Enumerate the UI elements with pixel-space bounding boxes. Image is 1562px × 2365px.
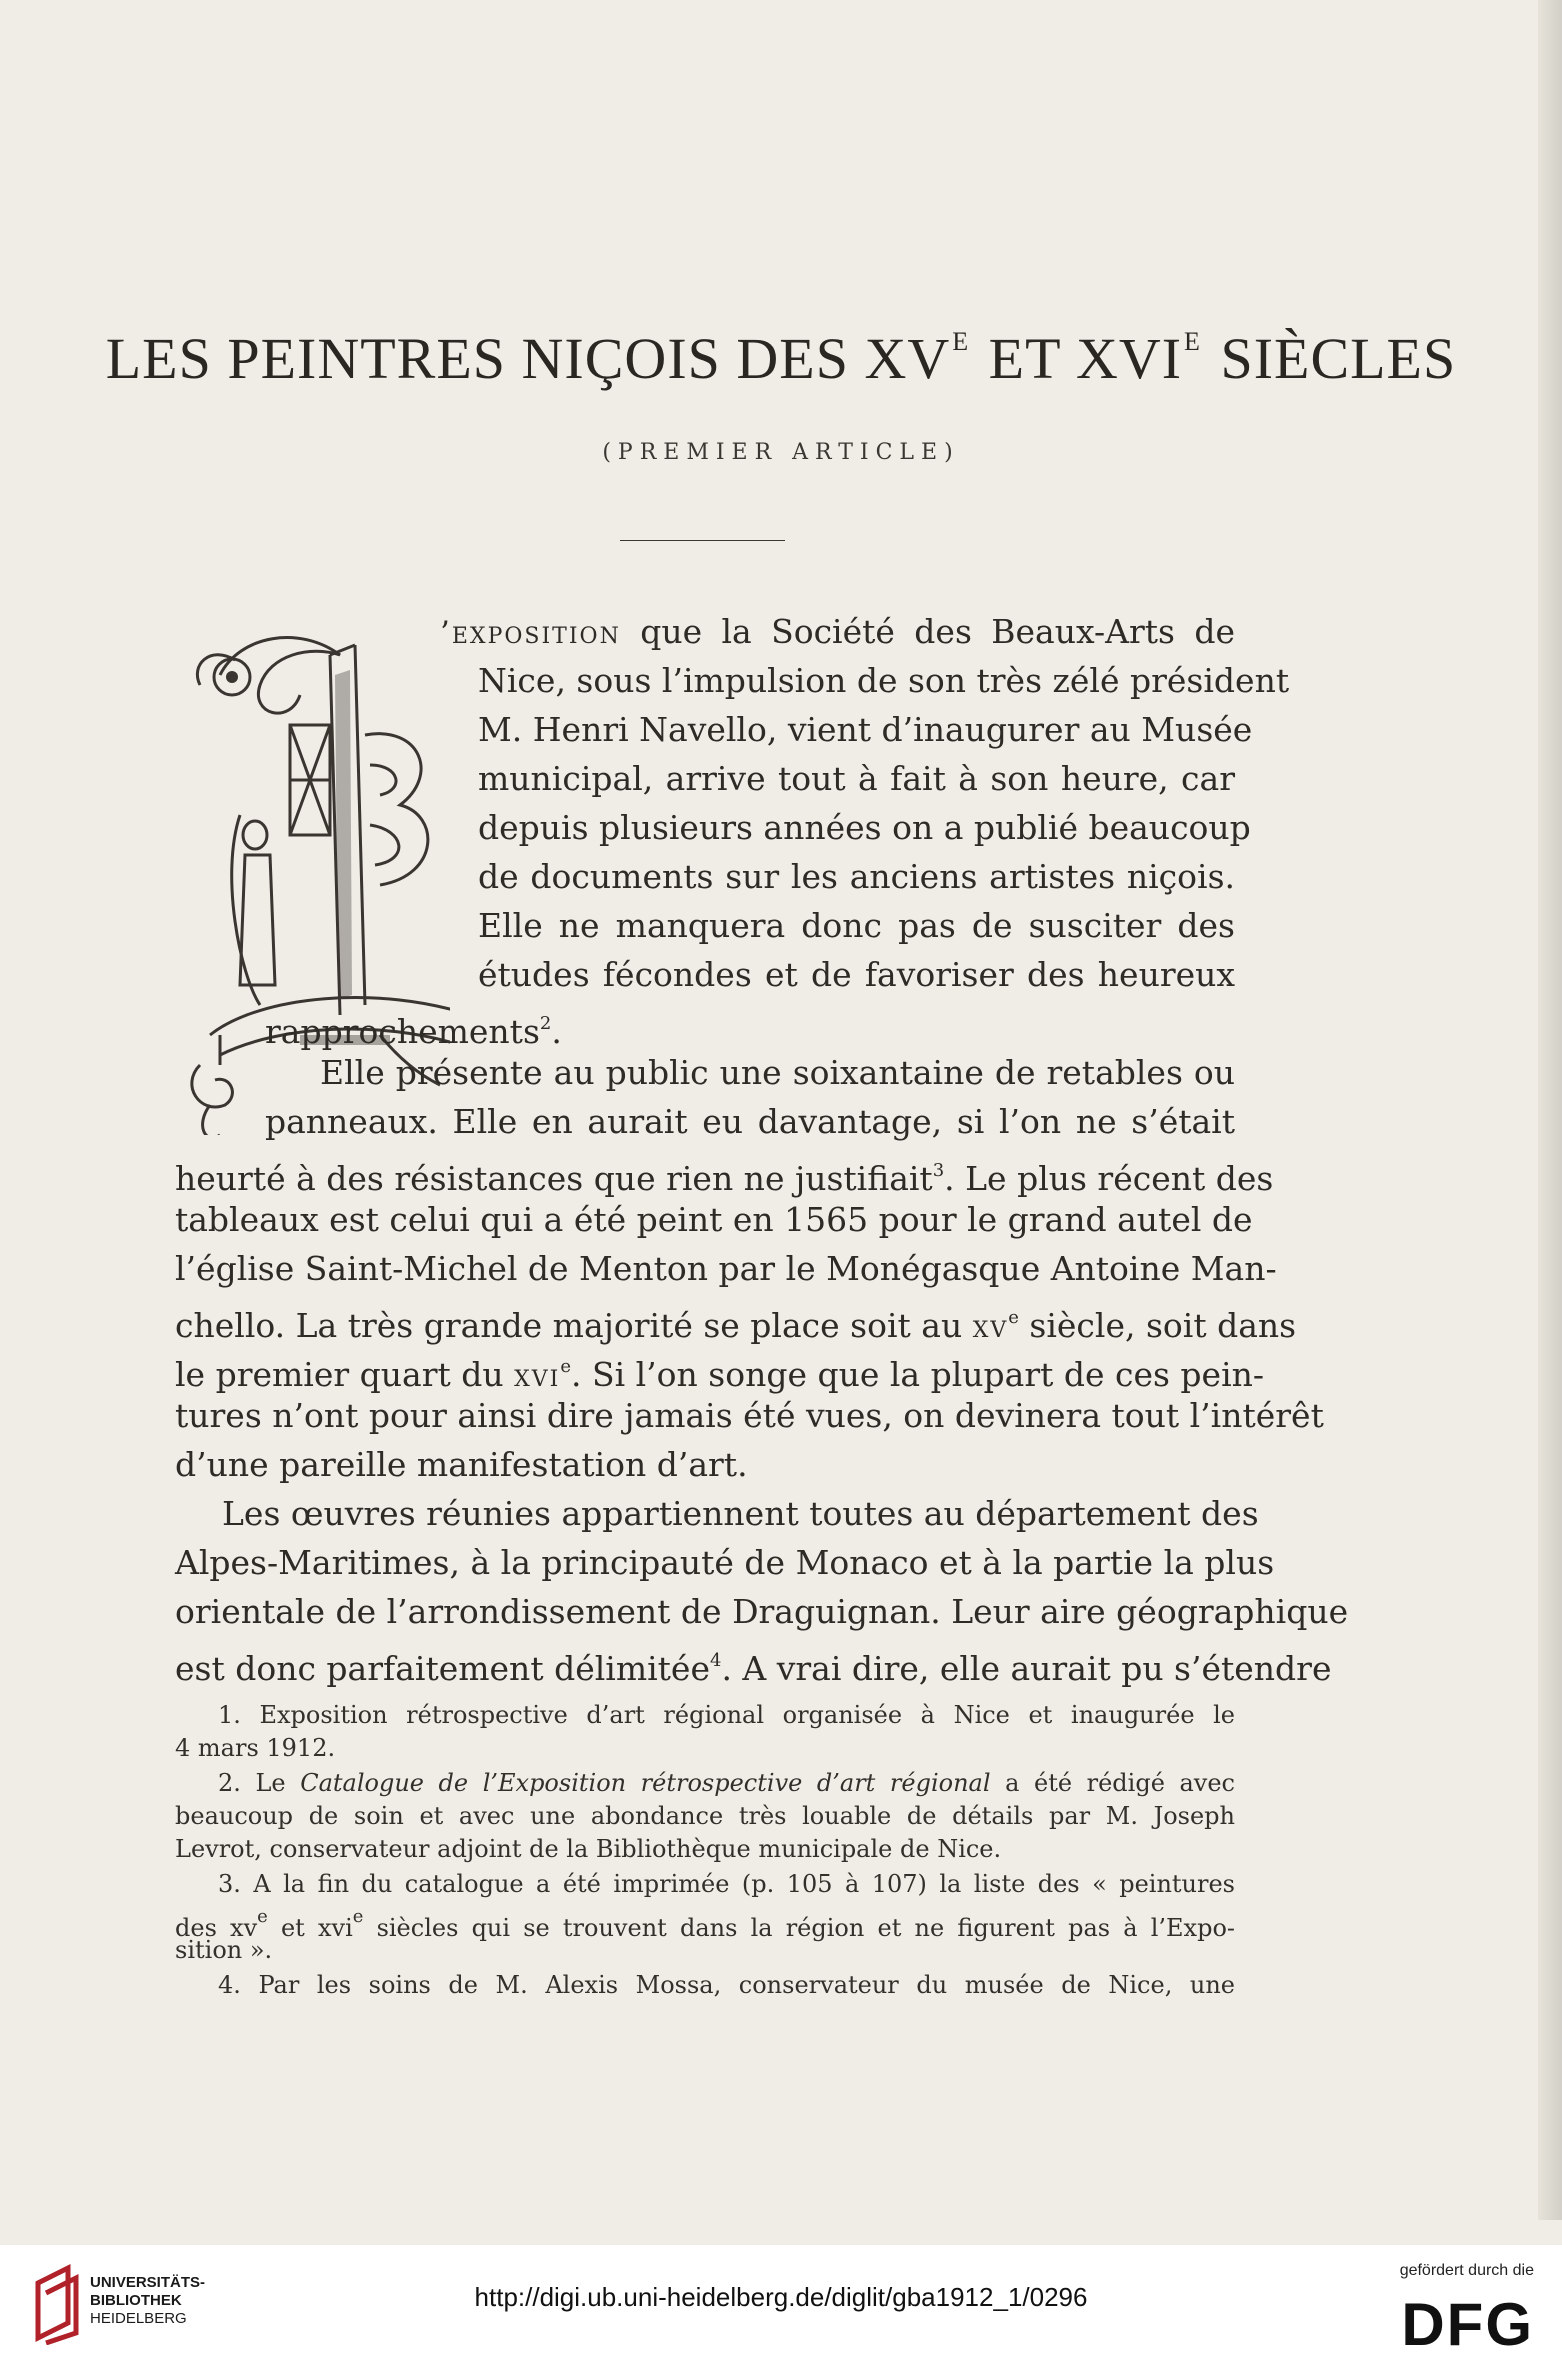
body-line: chello. La très grande majorité se place soit au $xv^e$ siècle, soit dans <box>175 1306 1297 1345</box>
body-line: Les œuvres réunies appartiennent toutes au département des <box>222 1494 1259 1533</box>
body-line: orientale de l’arrondissement de Draguignan. Leur aire géographique <box>175 1592 1349 1631</box>
body-line: tableaux est celui qui a été peint en 1565 pour le grand autel de <box>175 1200 1253 1239</box>
body-line: Elle présente au public une soixantaine de retables ou <box>320 1053 1235 1092</box>
body-line: le premier quart du xvi$^e$. Si l’on songe que la plupart de ces pein- <box>175 1355 1265 1394</box>
footnote-line: 2. Le Catalogue de l’Exposition rétrospective d’art régional a été rédigé avec <box>218 1769 1235 1797</box>
footnote-line: sition ». <box>175 1936 273 1964</box>
library-name: UNIVERSITÄTS- BIBLIOTHEK HEIDELBERG <box>90 2274 206 2327</box>
body-line: de documents sur les anciens artistes niçois. <box>478 857 1235 896</box>
footnote-line: 4. Par les soins de M. Alexis Mossa, conservateur du musée de Nice, une <box>218 1971 1235 1999</box>
footnote-line: 1. Exposition rétrospective d’art régional organisée à Nice et inaugurée le <box>218 1701 1235 1729</box>
article-title: LES PEINTRES NIÇOIS DES $XV^E$ ET $XVI^E$ SIÈCLES <box>105 326 1457 391</box>
body-line: études fécondes et de favoriser des heureux <box>478 955 1235 994</box>
body-line: municipal, arrive tout à fait à son heure, car <box>478 759 1235 798</box>
body-line: Nice, sous l’impulsion de son très zélé président <box>478 661 1290 700</box>
body-line: depuis plusieurs années on a publié beaucoup <box>478 808 1251 847</box>
body-line: M. Henri Navello, vient d’inaugurer au Musée <box>478 710 1253 749</box>
body-line: Alpes-Maritimes, à la principauté de Monaco et à la partie la plus <box>175 1543 1275 1582</box>
dfg-logo: DFG <box>1401 2291 1534 2358</box>
body-line: panneaux. Elle en aurait eu davantage, si l’on ne s’était <box>265 1102 1235 1141</box>
body-line: rapprochements$^2$. <box>265 1012 562 1051</box>
body-line: Elle ne manquera donc pas de susciter des <box>478 906 1235 945</box>
sponsor-text: gefördert durch die <box>1399 2262 1534 2279</box>
body-line: d’une pareille manifestation d’art. <box>175 1445 748 1484</box>
source-url-link[interactable]: http://digi.ub.uni-heidelberg.de/diglit/gba1912_1/0296 <box>474 2282 1088 2312</box>
article-subtitle: (PREMIER ARTICLE) <box>602 440 960 465</box>
footnote-line: beaucoup de soin et avec une abondance très louable de détails par M. Joseph <box>175 1802 1235 1830</box>
footnote-line: des $xv^e$ et xvi$^e$ siècles qui se trouvent dans la région et ne figurent pas à l’Expo- <box>175 1906 1236 1942</box>
body-line: est donc parfaitement délimitée$^4$. A vrai dire, elle aurait pu s’étendre <box>175 1649 1332 1688</box>
footnote-line: Levrot, conservateur adjoint de la Bibliothèque municipale de Nice. <box>175 1835 1002 1863</box>
body-line: l’église Saint-Michel de Menton par le Monégasque Antoine Man- <box>175 1249 1277 1288</box>
footnote-line: 3. A la fin du catalogue a été imprimée (p. 105 à 107) la liste des « peintures <box>218 1870 1235 1898</box>
body-line: ’exposition que la Société des Beaux-Arts de <box>440 612 1235 651</box>
body-line: heurté à des résistances que rien ne justifiait$^3$. Le plus récent des <box>175 1159 1274 1198</box>
body-line: tures n’ont pour ainsi dire jamais été vues, on devinera tout l’intérêt <box>175 1396 1324 1435</box>
footnote-line: 4 mars 1912. <box>175 1734 336 1762</box>
title-divider <box>620 540 785 541</box>
